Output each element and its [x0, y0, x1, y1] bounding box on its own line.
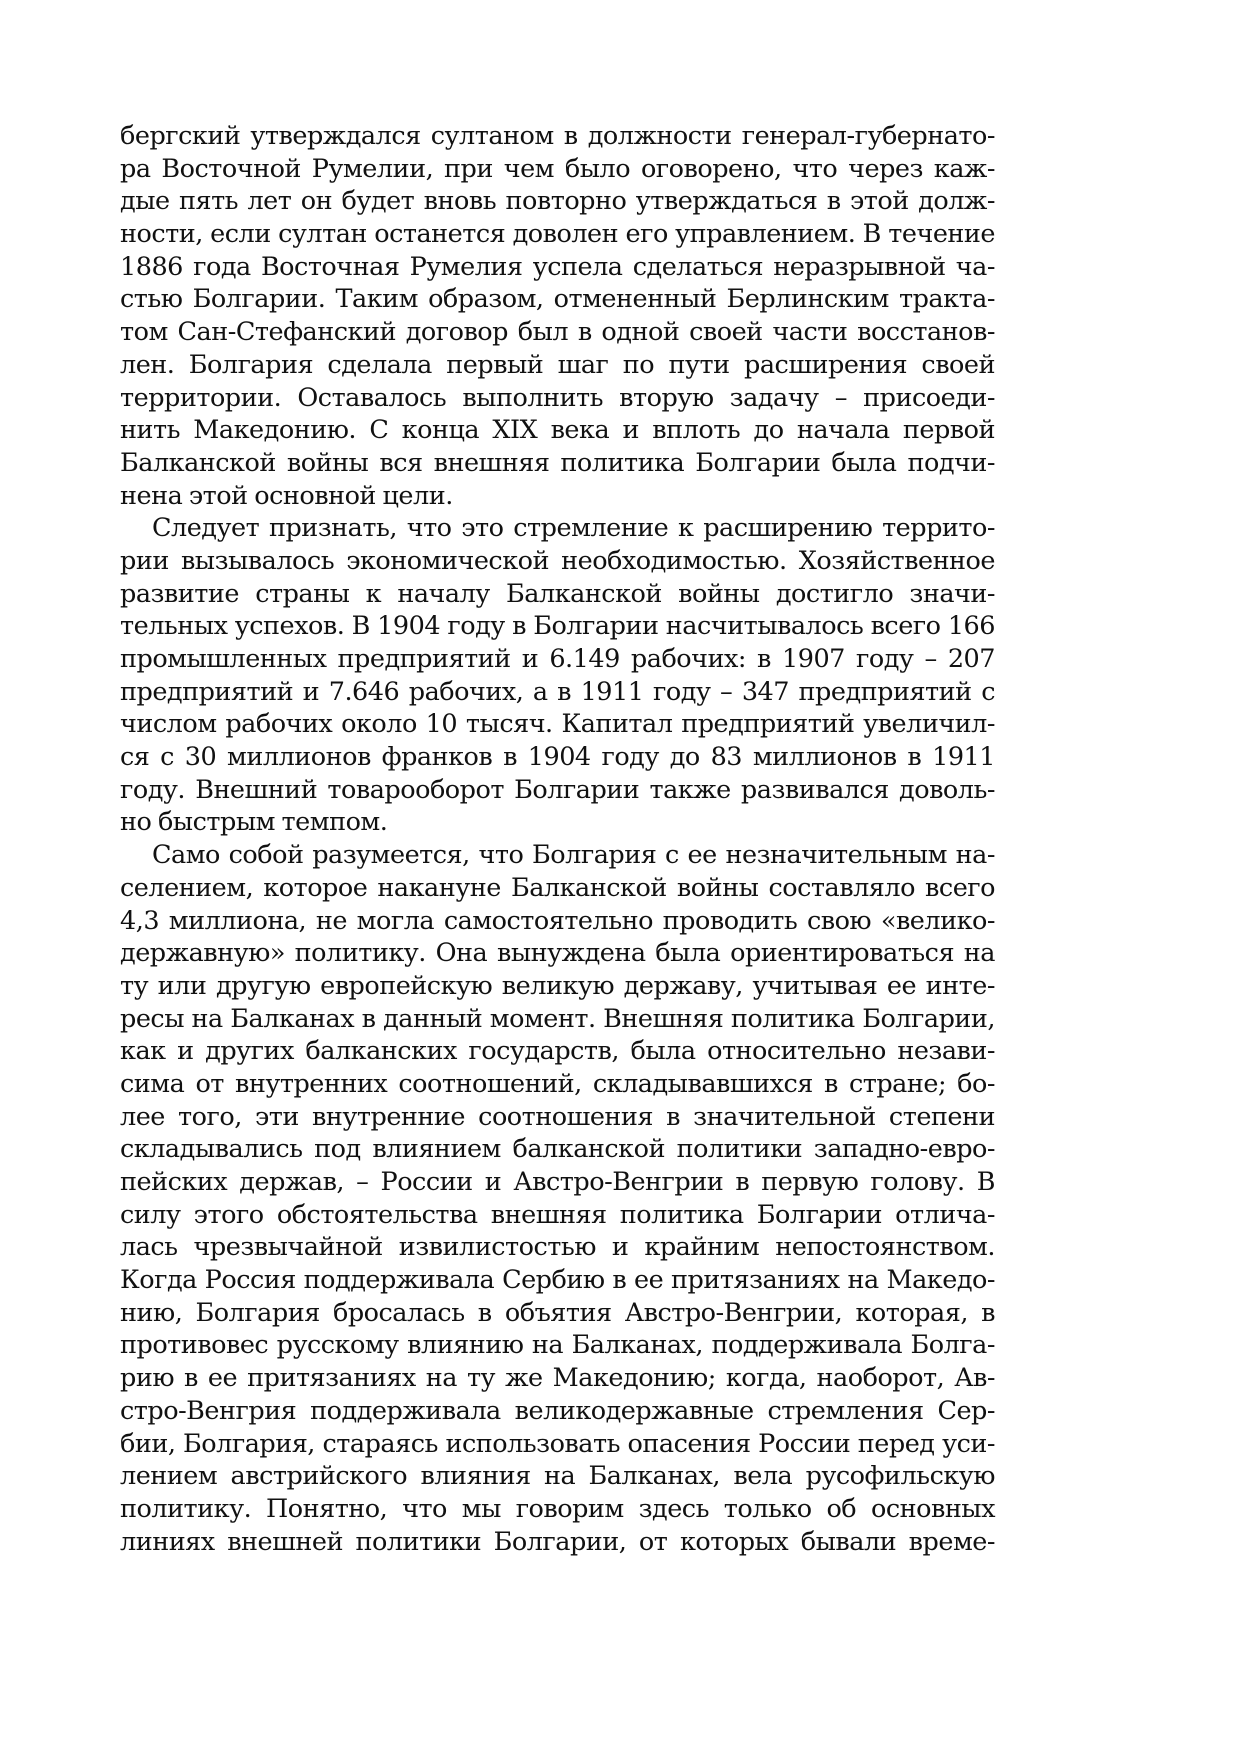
text-line: державную» политику. Она вынуждена была ориентироваться на [120, 938, 995, 969]
text-line: лее того, эти внутренние соотношения в значительной степени [120, 1101, 995, 1132]
text-line: рии вызывалось экономической необходимостью. Хозяйственное [120, 545, 995, 576]
paragraph-1 [120, 120, 995, 512]
text-line: году. Внешний товарооборот Болгарии также развивался доволь- [120, 774, 995, 805]
text-line: Когда Россия поддерживала Сербию в ее притязаниях на Македо- [120, 1265, 995, 1296]
text-line: ся с 30 миллионов франков в 1904 году до 83 миллионов в 1911 [120, 742, 995, 773]
text-line: развитие страны к началу Балканской войны достигло значи- [120, 578, 995, 609]
paragraph-2 [120, 512, 995, 839]
text-line: селением, которое накануне Балканской войны составляло всего [120, 872, 995, 903]
text-line: складывались под влиянием балканской политики западно-евро- [120, 1134, 995, 1165]
text-line: Само собой разумеется, что Болгария с ее незначительным на- [152, 840, 995, 871]
text-line: как и других балканских государств, была относительно незави- [120, 1036, 995, 1067]
text-line: бии, Болгария, стараясь использовать опасения России перед уси- [120, 1428, 995, 1459]
text-line: нию, Болгария бросалась в объятия Австро-Венгрии, которая, в [120, 1297, 995, 1328]
document-page [120, 120, 995, 1558]
text-line: противовес русскому влиянию на Балканах, поддерживала Болга- [120, 1330, 995, 1361]
text-line: нить Македонию. С конца XIX века и вплоть до начала первой [120, 415, 995, 446]
text-line: ту или другую европейскую великую державу, учитывая ее инте- [120, 970, 995, 1001]
text-line: территории. Оставалось выполнить вторую задачу – присоеди- [120, 382, 995, 413]
text-line: лен. Болгария сделала первый шаг по пути расширения своей [120, 349, 995, 380]
paragraph-3 [120, 839, 995, 1558]
text-line: Балканской войны вся внешняя политика Болгарии была подчи- [120, 447, 995, 478]
text-line: 1886 года Восточная Румелия успела сделаться неразрывной ча- [120, 251, 995, 282]
text-line: силу этого обстоятельства внешняя политика Болгарии отлича- [120, 1199, 995, 1230]
text-line: линиях внешней политики Болгарии, от которых бывали време- [120, 1526, 995, 1557]
text-line: числом рабочих около 10 тысяч. Капитал предприятий увеличил- [120, 709, 995, 740]
text-line: нена этой основной цели. [120, 480, 453, 511]
text-line: стью Болгарии. Таким образом, отмененный Берлинским тракта- [120, 284, 995, 315]
text-line: дые пять лет он будет вновь повторно утверждаться в этой долж- [120, 186, 995, 217]
text-line: лась чрезвычайной извилистостью и крайним непостоянством. [120, 1232, 995, 1263]
text-line: промышленных предприятий и 6.149 рабочих: в 1907 году – 207 [120, 644, 995, 674]
text-line: предприятий и 7.646 рабочих, а в 1911 году – 347 предприятий с [120, 676, 995, 707]
text-line: ности, если султан останется доволен его управлением. В течение [120, 219, 995, 250]
text-line: бергский утверждался султаном в должности генерал-губернато- [120, 121, 995, 151]
text-line: 4,3 миллиона, не могла самостоятельно проводить свою «велико- [120, 905, 995, 936]
text-line: сима от внутренних соотношений, складывавшихся в стране; бо- [120, 1068, 995, 1099]
text-line: пейских держав, – России и Австро-Венгрии в первую голову. В [120, 1167, 995, 1197]
text-line: лением австрийского влияния на Балканах, вела русофильскую [120, 1461, 995, 1492]
text-line: том Сан-Стефанский договор был в одной своей части восстанов- [120, 317, 995, 348]
text-line: тельных успехов. В 1904 году в Болгарии насчитывалось всего 166 [120, 611, 995, 642]
text-line: стро-Венгрия поддерживала великодержавные стремления Сер- [120, 1395, 995, 1426]
text-line: ра Восточной Румелии, при чем было оговорено, что через каж- [120, 153, 995, 184]
text-line: ресы на Балканах в данный момент. Внешняя политика Болгарии, [120, 1003, 995, 1034]
text-line: политику. Понятно, что мы говорим здесь только об основных [120, 1493, 995, 1524]
text-line: Следует признать, что это стремление к расширению террито- [152, 513, 995, 544]
text-line: рию в ее притязаниях на ту же Македонию; когда, наоборот, Ав- [120, 1363, 995, 1394]
text-line: но быстрым темпом. [120, 807, 388, 838]
